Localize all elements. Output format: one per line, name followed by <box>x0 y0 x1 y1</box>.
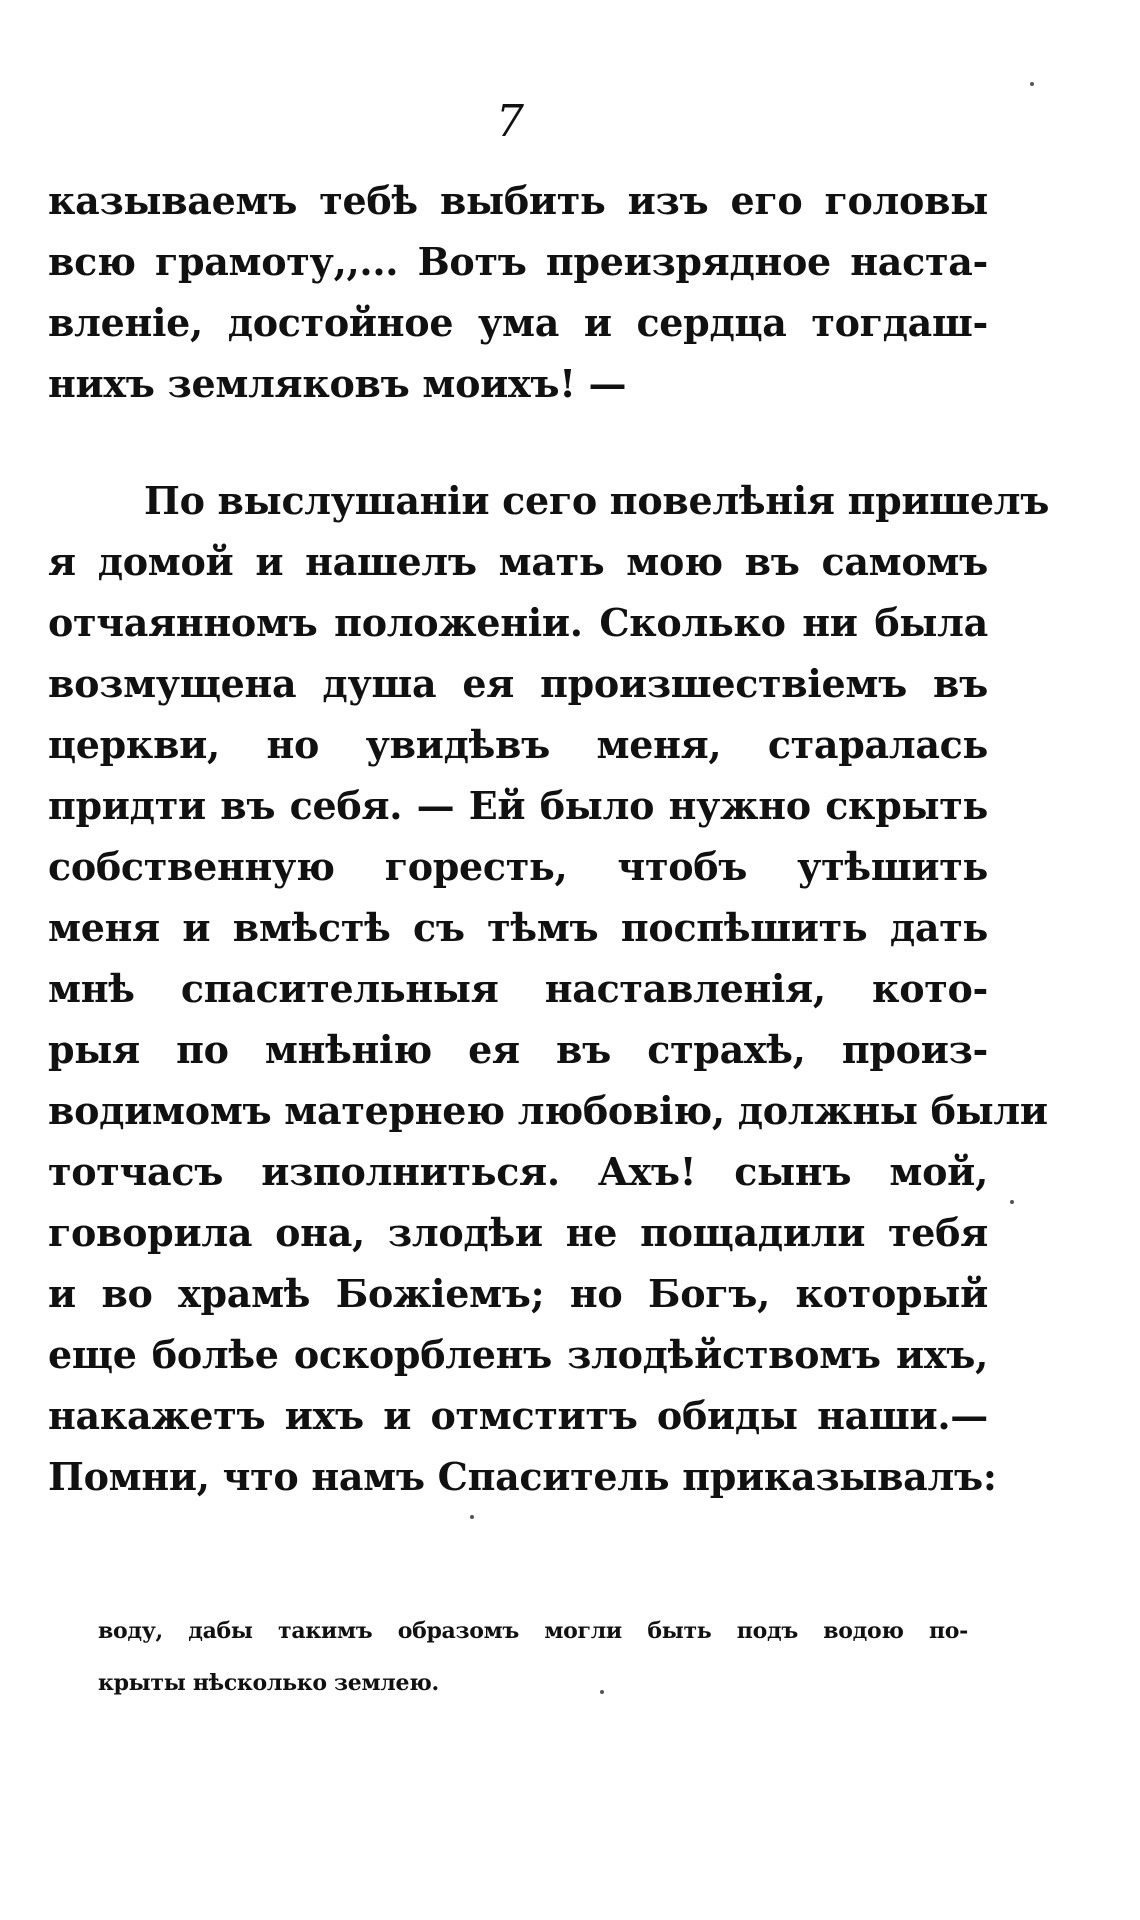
scan-speck <box>470 1515 474 1519</box>
scan-speck <box>600 1690 604 1694</box>
text-line: мнѣ спасительныя наставленія, кото- <box>48 966 988 1011</box>
text-line: рыя по мнѣнію ея въ страхѣ, произ- <box>48 1027 988 1072</box>
text-line: еще болѣе оскорбленъ злодѣйствомъ ихъ, <box>48 1332 988 1377</box>
text-line: придти въ себя. — Ей было нужно скрыть <box>48 783 988 828</box>
scan-speck <box>1030 82 1034 86</box>
text-line: вленіе, достойное ума и сердца тогдаш- <box>48 300 988 345</box>
text-line: я домой и нашелъ мать мою въ самомъ <box>48 539 988 584</box>
text-line: и во храмѣ Божіемъ; но Богъ, который <box>48 1271 988 1316</box>
text-line: всю грамоту,,... Вотъ преизрядное наста- <box>48 239 988 284</box>
text-line: казываемъ тебѣ выбить изъ его головы <box>48 178 988 223</box>
text-line: водимомъ матернею любовію, должны были <box>48 1088 1048 1133</box>
text-line: По выслушаніи сего повелѣнія пришелъ <box>144 478 1050 523</box>
text-line: отчаянномъ положеніи. Сколько ни была <box>48 600 988 645</box>
footnote-line: крыты нѣсколько землею. <box>98 1670 439 1696</box>
text-line: нихъ земляковъ моихъ! — <box>48 361 627 406</box>
text-line: Помни, что намъ Спаситель приказывалъ: <box>48 1454 997 1499</box>
text-line: возмущена душа ея произшествіемъ въ <box>48 661 988 706</box>
text-line: тотчасъ изполниться. Ахъ! сынъ мой, <box>48 1149 988 1194</box>
text-line: говорила она, злодѣи не пощадили тебя <box>48 1210 988 1255</box>
paragraph-2 <box>48 470 1050 1507</box>
text-line: меня и вмѣстѣ съ тѣмъ поспѣшить дать <box>48 905 988 950</box>
footnote <box>98 1605 968 1709</box>
text-line: накажетъ ихъ и отмститъ обиды наши.— <box>48 1393 988 1438</box>
page-number: 7 <box>496 96 524 147</box>
text-line: собственную горесть, чтобъ утѣшить <box>48 844 988 889</box>
text-line: церкви, но увидѣвъ меня, старалась <box>48 722 988 767</box>
footnote-line: воду, дабы такимъ образомъ могли быть подъ водою по- <box>98 1618 968 1644</box>
paragraph-1 <box>48 170 988 414</box>
scan-speck <box>1010 1200 1014 1204</box>
